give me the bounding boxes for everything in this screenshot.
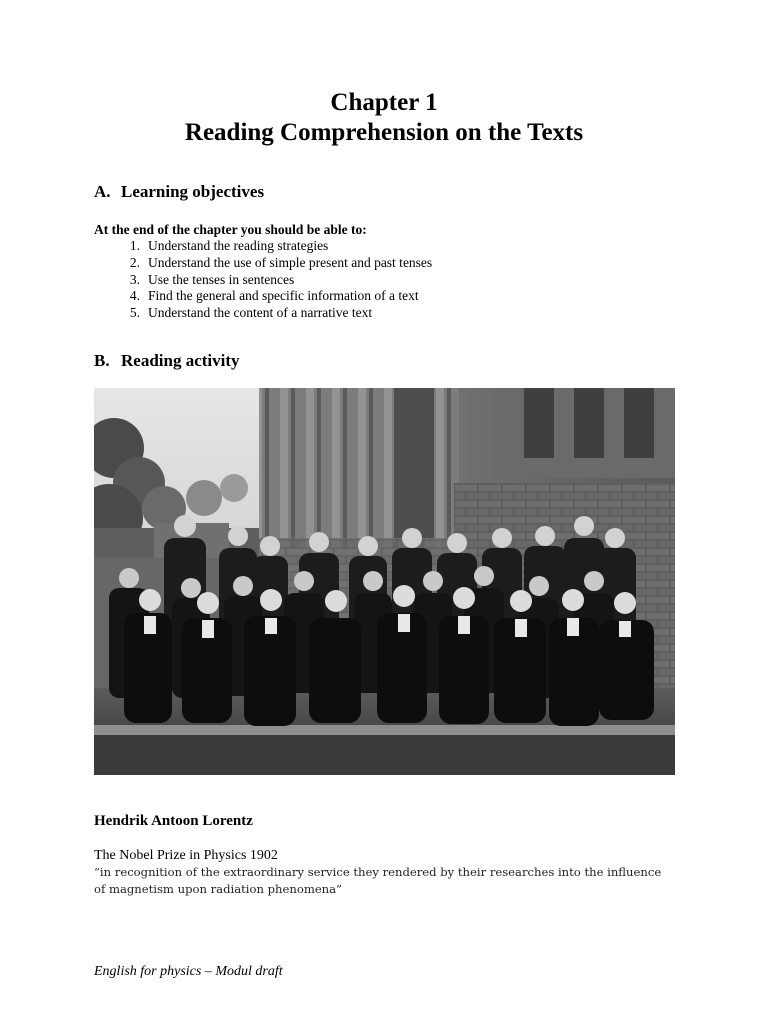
chapter-subtitle: Reading Comprehension on the Texts xyxy=(184,119,584,146)
list-item-number: 3. xyxy=(129,271,140,287)
list-item xyxy=(94,288,432,305)
objectives-list xyxy=(94,238,432,322)
list-item-text: Find the general and specific information of a text xyxy=(148,288,419,304)
page-footer: English for physics – Modul draft xyxy=(94,964,283,979)
prize-citation xyxy=(94,864,684,897)
section-b-title: Reading activity xyxy=(121,351,240,370)
list-item xyxy=(94,272,432,289)
list-item-text: Use the tenses in sentences xyxy=(148,271,295,287)
section-a-heading xyxy=(94,181,264,203)
chapter-number: Chapter 1 xyxy=(330,89,438,116)
group-photo xyxy=(94,388,675,775)
list-item-number: 2. xyxy=(129,254,140,270)
citation-line-1: “in recognition of the extraordinary service they rendered by their researches into the influence xyxy=(94,865,662,879)
chapter-title xyxy=(0,88,768,148)
objectives-intro: At the end of the chapter you should be able to: xyxy=(94,222,367,237)
list-item-text: Understand the reading strategies xyxy=(148,238,329,253)
list-item-number: 5. xyxy=(129,305,140,321)
list-item xyxy=(94,255,432,272)
nobel-prize-line: The Nobel Prize in Physics 1902 xyxy=(94,848,278,863)
citation-line-2: of magnetism upon radiation phenomena” xyxy=(94,881,342,896)
list-item xyxy=(94,238,432,255)
list-item-text: Understand the content of a narrative text xyxy=(148,305,373,321)
group-photo-illustration xyxy=(94,388,675,775)
list-item-number: 1. xyxy=(129,238,140,253)
section-a-title: Learning objectives xyxy=(121,182,265,201)
list-item-number: 4. xyxy=(129,288,140,304)
section-a-letter: A. xyxy=(94,182,111,201)
section-b-heading xyxy=(94,350,240,372)
person-name: Hendrik Antoon Lorentz xyxy=(94,813,253,829)
list-item xyxy=(94,305,432,322)
list-item-text: Understand the use of simple present and past tenses xyxy=(148,254,433,270)
section-b-letter: B. xyxy=(94,351,110,370)
